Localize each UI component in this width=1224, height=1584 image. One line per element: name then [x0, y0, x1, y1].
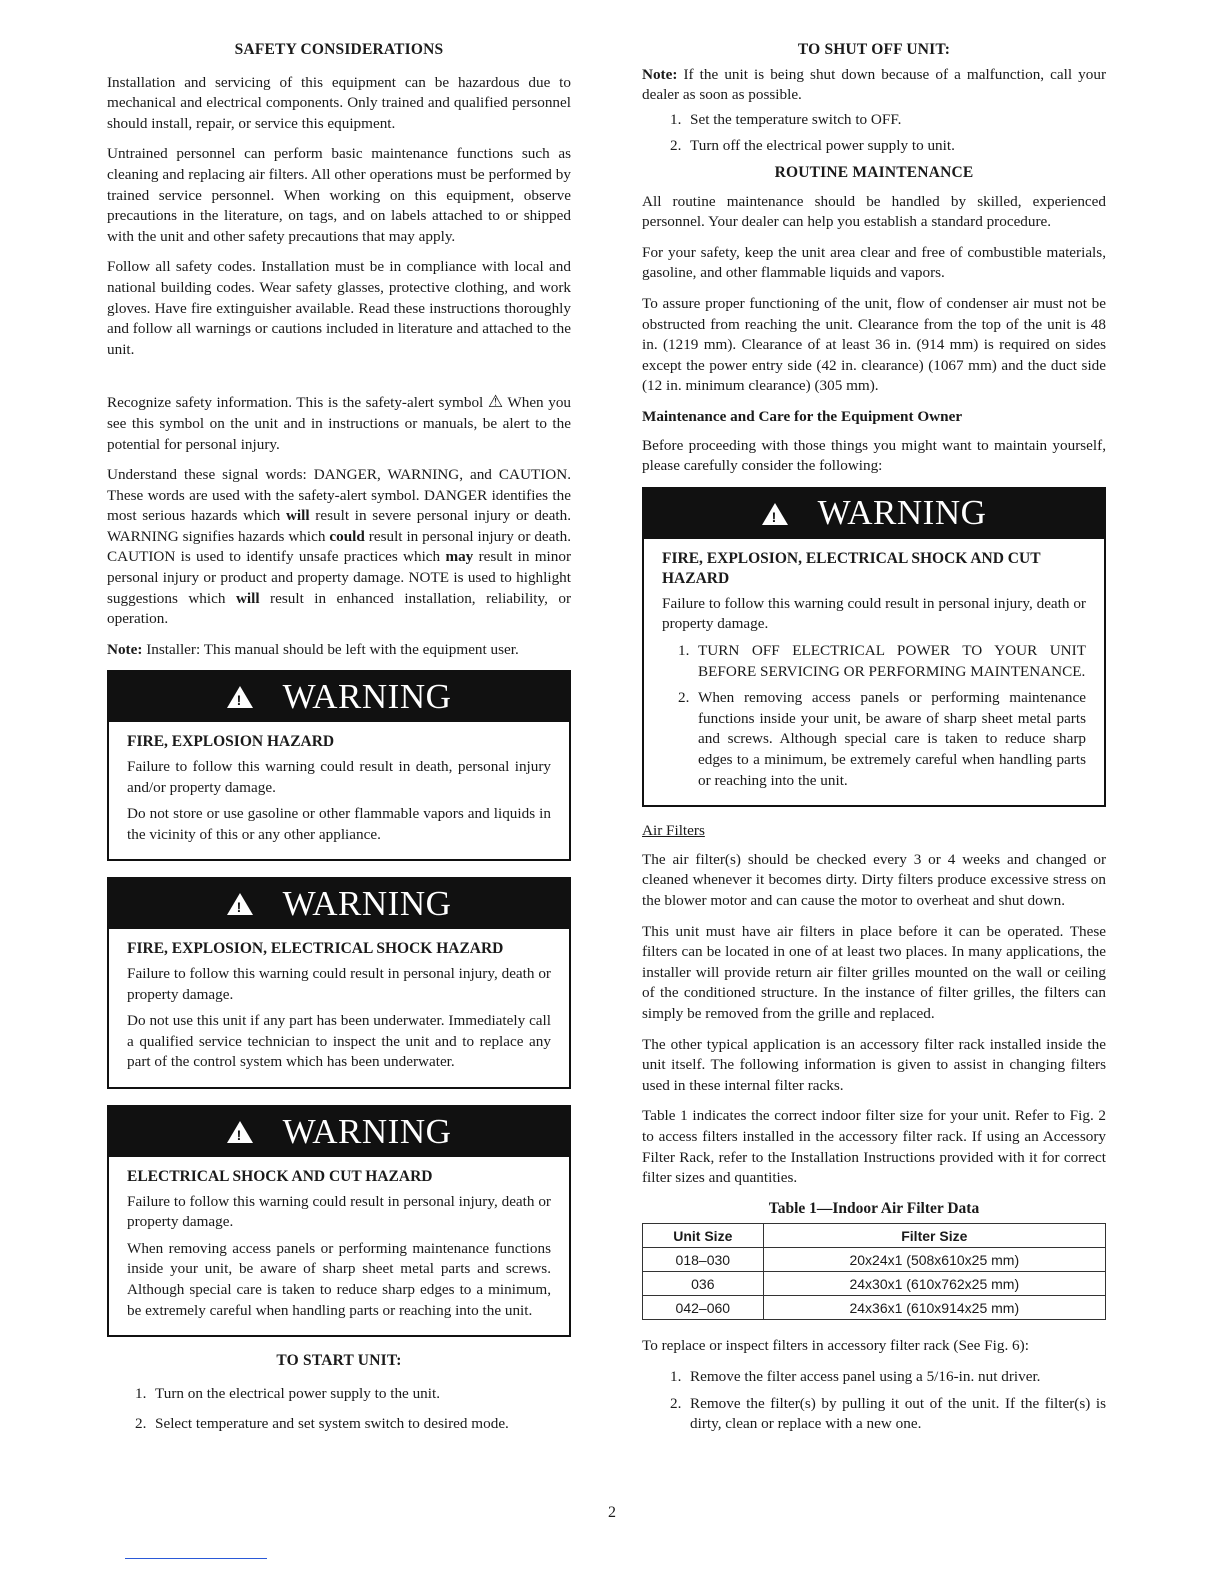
air-filters-heading: Air Filters [642, 822, 705, 840]
list-item: 2. When removing access panels or performing maintenance functions inside your unit, be aware of sharp sheet metal parts and screws. Although special care is taken to reduce sharp edges to a minimum, be extremely careful when handling parts or reaching into the unit. [678, 689, 1086, 789]
list-item: 1. Remove the filter access panel using a 5/16-in. nut driver. [670, 1367, 1041, 1385]
table-row: 018–030 20x24x1 (508x610x25 mm) [643, 1248, 1106, 1272]
warning-header: ! WARNING [109, 879, 569, 929]
replace-filter-steps [642, 1367, 1106, 1435]
signal-words-paragraph: Understand these signal words: DANGER, WARNING, and CAUTION. These words are used with the safety-alert symbol. DANGER identifies the most serious hazards which will result in severe personal injury or death. WARNING signifies hazards which could result in personal injury or death. CAUTION is used to identify unsafe practices which may result in minor personal injury or product and property damage. NOTE is used to highlight suggestions which will result in enhanced installation, reliability, or operation. [107, 466, 572, 628]
safety-paragraph-3: Follow all safety codes. Installation must be in compliance with local and national building codes. Wear safety glasses, protective clothing, and work gloves. Have fire extinguisher available. Read these instructions thoroughly and follow all warnings or cautions included in literature and attached to the unit. [107, 258, 571, 358]
filter-data-table [642, 1223, 1106, 1320]
warning-box-fire-explosion: ! WARNING FIRE, EXPLOSION HAZARD Failure to follow this warning could result in death, personal injury and/or property damage. Do not store or use gasoline or other flammable vapors and liquids in the vicinity of this or any other appliance. [107, 670, 571, 861]
table-caption: Table 1—Indoor Air Filter Data [768, 1199, 980, 1217]
warning-header: ! WARNING [109, 1107, 569, 1157]
list-item: 1. Turn on the electrical power supply to the unit. [135, 1384, 440, 1402]
table-row: 036 24x30x1 (610x762x25 mm) [643, 1272, 1106, 1296]
warning-triangle-icon [227, 686, 253, 708]
installer-note: Note: Installer: This manual should be left with the equipment user. [107, 640, 519, 658]
shut-off-heading: TO SHUT OFF UNIT: [797, 41, 951, 58]
start-unit-heading: TO START UNIT: [276, 1352, 402, 1370]
shut-off-steps [642, 110, 1106, 157]
page-number: 2 [608, 1504, 616, 1521]
warning-box-shock-cut: ! WARNING ELECTRICAL SHOCK AND CUT HAZARD Failure to follow this warning could result in personal injury, death or property damage. When removing access panels or performing maintenance functions inside your unit, be aware of sharp sheet metal parts and screws. Although special care is taken to reduce sharp edges to a minimum, be extremely careful when handling parts or reaching into the unit. [107, 1105, 571, 1337]
right-column: TO SHUT OFF UNIT: Note: If the unit is being shut down because of a malfunction, call your dealer as soon as possible. 1. Set the temperature switch to OFF. 2. Turn off the electrical power supply to unit. ROUTINE MAINTENANCE All routine maintenance should be handled by skilled, experienced personnel. Your dealer can help you establish a standard procedure. For your safety, keep the unit area clear and free of combustible materials, gasoline, and other flammable liquids and vapors. To assure proper functioning of the unit, flow of condenser air must not be obstructed from reaching the unit. Clearance from the top of the unit is 48 in. (1219 mm). Clearance of at least 36 in. (914 mm) is required on sides except the power entry side (42 in. clearance) (1067 mm) and the duct side (12 in. minimum clearance) (305 mm). Maintenance and Care for the Equipment Owner Before proceeding with those things you might want to maintain yourself, please carefully consider the following: ! WARNING FIRE, EXPLOSION, ELECTRICAL SHOCK AND CUT HAZARD Failure to follow this warning could result in personal injury, death or property damage. 1. TURN OFF ELECTRICAL POWER TO YOUR UNIT BEFORE SERVICING OR PERFORMING MAINTENANCE. 2. When removing access panels or performing maintenance functions inside your unit, be aware of sharp sheet metal parts and screws. Although special care is taken to reduce sharp edges to a minimum, be extremely careful when handling parts or reaching into the unit. Air Filters The air filter(s) should be checked every 3 or 4 weeks and changed or cleaned whenever it becomes dirty. Dirty filters produce excessive stress on the blower motor and can cause the motor to overheat and shut down. This unit must have air filters in place before it can be operated. These filters can be located in one of at least two places. In many applications, the installer will provide return air filter grilles mounted on the wall or ceiling of the conditioned structure. In the instance of filter grilles, the filters can simply be removed from the grille and replaced. The other typical application is an accessory filter rack installed inside the unit itself. The following information is given to assist in changing filters used in these internal filter racks. Table 1 indicates the correct indoor filter size for your unit. Refer to Fig. 2 to access filters installed in the accessory filter rack. If using an Accessory Filter Rack, refer to the Installation Instructions provided with it for correct filter sizes and quantities. Table 1—Indoor Air Filter Data Unit Size Filter Size 018–030 20x24x1 (508x610x25 mm) 036 24x30x1 (610x762x25 mm) 042–060 24x36x1 (610x914x25 mm) To replace or inspect filters in accessory filter rack (See Fig. 6): 1. Remove the filter access panel using a 5/16-in. nut driver. 2. Remove the filter(s) by pulling it out of the unit. If the filter(s) is dirty, clean or replace with a new one. [642, 40, 1106, 1445]
warning-hazard-title: ELECTRICAL SHOCK AND CUT HAZARD [127, 1167, 433, 1185]
list-item: 2. Select temperature and set system switch to desired mode. [135, 1415, 509, 1433]
left-column [107, 40, 571, 1445]
warning-box-maintenance: ! WARNING FIRE, EXPLOSION, ELECTRICAL SHOCK AND CUT HAZARD Failure to follow this warning could result in personal injury, death or property damage. 1. TURN OFF ELECTRICAL POWER TO YOUR UNIT BEFORE SERVICING OR PERFORMING MAINTENANCE. 2. When removing access panels or performing maintenance functions inside your unit, be aware of sharp sheet metal parts and screws. Although special care is taken to reduce sharp edges to a minimum, be extremely careful when handling parts or reaching into the unit. [642, 487, 1106, 808]
warning-triangle-icon [227, 893, 253, 915]
care-subheading: Maintenance and Care for the Equipment Owner [642, 407, 963, 425]
table-header-row: Unit Size Filter Size [643, 1224, 1106, 1248]
list-item: 1. Set the temperature switch to OFF. [670, 110, 902, 128]
safety-paragraph-2: Untrained personnel can perform basic maintenance functions such as cleaning and replacing air filters. All other operations must be performed by trained service personnel. When working on this equipment, observe precautions in the literature, on tags, and on labels attached to or shipped with the unit and other safety precautions that may apply. [107, 145, 571, 245]
safety-considerations-heading: SAFETY CONSIDERATIONS [234, 41, 444, 58]
warning-header: ! WARNING [109, 672, 569, 722]
list-item: 2. Remove the filter(s) by pulling it out of the unit. If the filter(s) is dirty, clean or replace with a new one. [670, 1394, 1106, 1433]
shut-off-note: Note: If the unit is being shut down because of a malfunction, call your dealer as soon as possible. [642, 65, 1106, 104]
safety-alert-paragraph: Recognize safety information. This is the safety-alert symbol ⚠ When you see this symbol on the unit and in instructions or manuals, be alert to the potential for personal injury. [107, 392, 572, 453]
warning-hazard-title: FIRE, EXPLOSION, ELECTRICAL SHOCK AND CUT HAZARD [662, 549, 1041, 588]
safety-paragraph-1: Installation and servicing of this equipment can be hazardous due to mechanical and electrical components. Only trained and qualified personnel should install, repair, or service this equipment. [107, 73, 571, 132]
list-item: 1. TURN OFF ELECTRICAL POWER TO YOUR UNIT BEFORE SERVICING OR PERFORMING MAINTENANCE. [678, 642, 1086, 680]
routine-maintenance-heading: ROUTINE MAINTENANCE [774, 163, 974, 181]
list-item: 2. Turn off the electrical power supply to unit. [670, 137, 955, 155]
warning-triangle-icon [227, 1121, 253, 1143]
warning-hazard-title: FIRE, EXPLOSION, ELECTRICAL SHOCK HAZARD [127, 940, 504, 958]
footer-divider [125, 1558, 267, 1559]
start-unit-steps [107, 1384, 571, 1435]
warning-box-electrical-shock: ! WARNING FIRE, EXPLOSION, ELECTRICAL SHOCK HAZARD Failure to follow this warning could result in personal injury, death or property damage. Do not use this unit if any part has been underwater. Immediately call a qualified service technician to inspect the unit and to replace any part of the control system which has been underwater. [107, 877, 571, 1089]
table-row: 042–060 24x36x1 (610x914x25 mm) [643, 1296, 1106, 1320]
safety-alert-icon: ⚠ [487, 392, 504, 413]
warning-triangle-icon [762, 503, 788, 525]
warning-header: ! WARNING [644, 489, 1104, 539]
warning-hazard-title: FIRE, EXPLOSION HAZARD [127, 733, 335, 751]
